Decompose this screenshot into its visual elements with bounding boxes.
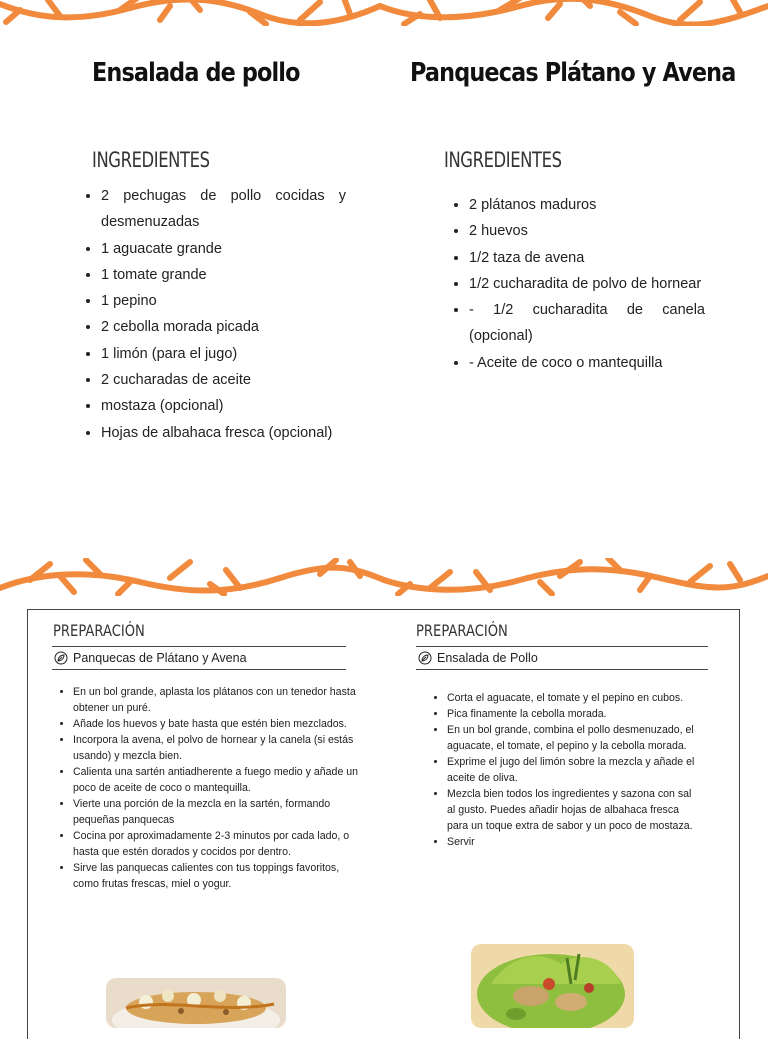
ingredients-heading-ensalada: INGREDIENTES <box>92 148 210 172</box>
step-item: • Sirve las panquecas calientes con tus toppings favoritos, como frutas frescas, miel o yogur. <box>73 860 365 892</box>
ingredient-item: • mostaza (opcional) <box>101 393 346 419</box>
ingredient-item: • 1 pepino <box>101 288 346 314</box>
ingredient-item: • 2 pechugas de pollo cocidas y desmenuzadas <box>101 183 346 236</box>
leaf-badge-icon <box>418 651 432 665</box>
preparation-subtitle-ensalada <box>416 646 708 670</box>
ingredient-item: • - Aceite de coco o mantequilla <box>469 350 705 376</box>
preparation-subtitle-text: Panquecas de Plátano y Avena <box>73 651 247 665</box>
ingredient-item: • 2 cucharadas de aceite <box>101 367 346 393</box>
preparation-heading-ensalada: PREPARACIÓN <box>416 621 508 640</box>
preparation-steps-ensalada <box>427 690 699 850</box>
recipe-title-panquecas: Panquecas Plátano y Avena <box>410 58 736 88</box>
preparation-subtitle-panquecas <box>52 646 346 670</box>
step-item: • En un bol grande, combina el pollo desmenuzado, el aguacate, el tomate, el pepino y la cebolla morada. <box>447 722 699 754</box>
step-item: • Mezcla bien todos los ingredientes y sazona con sal al gusto. Puedes añadir hojas de albahaca fresca para un toque extra de sabor y un poco de mostaza. <box>447 786 699 834</box>
ingredient-item: • 1 limón (para el jugo) <box>101 341 346 367</box>
preparation-subtitle-text: Ensalada de Pollo <box>437 651 538 665</box>
ingredient-item: • 2 huevos <box>469 218 705 244</box>
recipe-title-ensalada: Ensalada de pollo <box>92 58 300 88</box>
preparation-steps-panquecas <box>53 684 365 892</box>
step-item: • Calienta una sartén antiadherente a fuego medio y añade un poco de aceite de coco o mantequilla. <box>73 764 365 796</box>
orange-branch-border-top <box>0 0 768 26</box>
step-item: • Exprime el jugo del limón sobre la mezcla y añade el aceite de oliva. <box>447 754 699 786</box>
step-item: • Añade los huevos y bate hasta que estén bien mezclados. <box>73 716 365 732</box>
salad-photo <box>471 944 634 1028</box>
ingredients-list-ensalada <box>84 183 346 446</box>
preparation-heading-panquecas: PREPARACIÓN <box>53 621 145 640</box>
ingredient-item: • 1/2 cucharadita de polvo de hornear <box>469 271 705 297</box>
step-item: • Corta el aguacate, el tomate y el pepino en cubos. <box>447 690 699 706</box>
ingredient-item: • 1/2 taza de avena <box>469 245 705 271</box>
step-item: • Pica finamente la cebolla morada. <box>447 706 699 722</box>
step-item: • En un bol grande, aplasta los plátanos con un tenedor hasta obtener un puré. <box>73 684 365 716</box>
ingredients-list-panquecas <box>452 192 705 376</box>
leaf-badge-icon <box>54 651 68 665</box>
ingredient-item: • 2 plátanos maduros <box>469 192 705 218</box>
ingredient-item: • 1 tomate grande <box>101 262 346 288</box>
ingredient-item: • Hojas de albahaca fresca (opcional) <box>101 420 346 446</box>
step-item: • Servir <box>447 834 699 850</box>
orange-branch-border-middle <box>0 558 768 596</box>
ingredient-item: • 2 cebolla morada picada <box>101 314 346 340</box>
ingredients-heading-panquecas: INGREDIENTES <box>444 148 562 172</box>
step-item: • Incorpora la avena, el polvo de hornear y la canela (si estás usando) y mezcla bien. <box>73 732 365 764</box>
ingredient-item: • - 1/2 cucharadita de canela (opcional) <box>469 297 705 350</box>
step-item: • Cocina por aproximadamente 2-3 minutos por cada lado, o hasta que estén dorados y cocidos por dentro. <box>73 828 365 860</box>
step-item: • Vierte una porción de la mezcla en la sartén, formando pequeñas panquecas <box>73 796 365 828</box>
pancakes-photo <box>106 978 286 1028</box>
ingredient-item: • 1 aguacate grande <box>101 236 346 262</box>
